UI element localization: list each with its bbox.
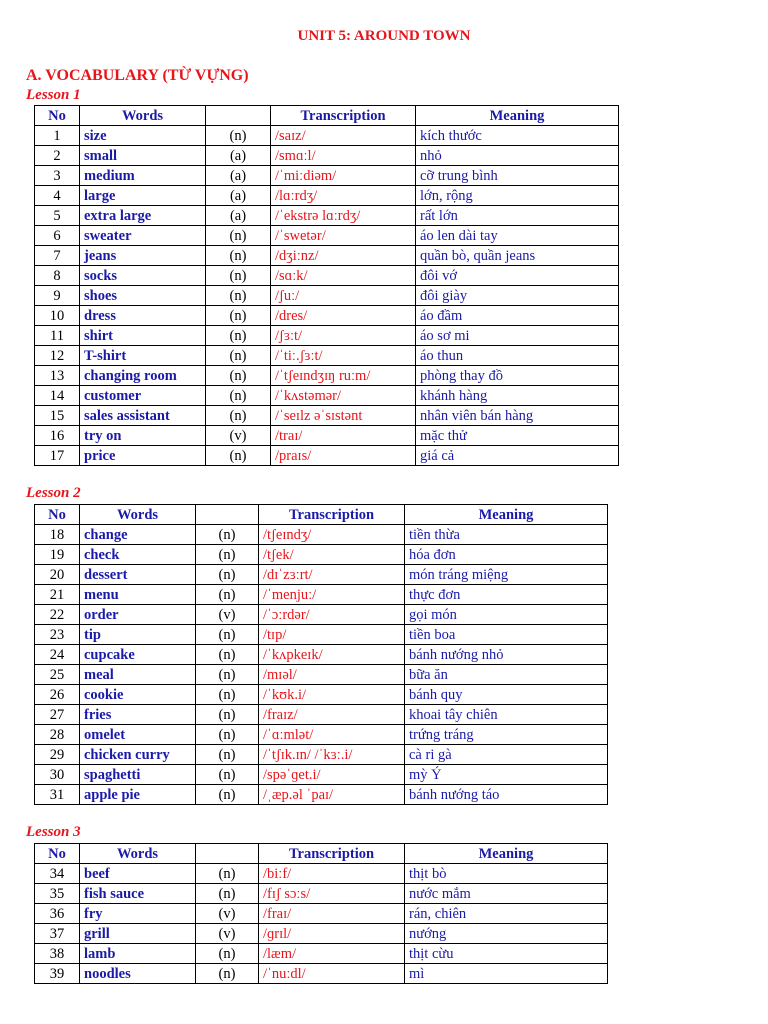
part-of-speech: (n) <box>206 286 271 306</box>
row-number: 11 <box>35 326 80 346</box>
word-cell: noodles <box>80 964 196 984</box>
header-words: Words <box>80 505 196 525</box>
table-row <box>35 545 608 565</box>
word-cell: tip <box>80 625 196 645</box>
meaning-cell: giá cả <box>416 446 619 466</box>
table-row <box>35 864 608 884</box>
row-number: 18 <box>35 525 80 545</box>
table-header-row <box>35 505 608 525</box>
table-row <box>35 904 608 924</box>
part-of-speech: (v) <box>196 924 259 944</box>
word-cell: apple pie <box>80 785 196 805</box>
row-number: 29 <box>35 745 80 765</box>
header-meaning: Meaning <box>405 505 608 525</box>
row-number: 31 <box>35 785 80 805</box>
table-row <box>35 186 619 206</box>
meaning-cell: rất lớn <box>416 206 619 226</box>
transcription-cell: /ʃɜːt/ <box>271 326 416 346</box>
meaning-cell: áo thun <box>416 346 619 366</box>
table-row <box>35 386 619 406</box>
transcription-cell: /tʃeɪndʒ/ <box>259 525 405 545</box>
part-of-speech: (v) <box>206 426 271 446</box>
lesson-1-label: Lesson 1 <box>26 87 81 103</box>
meaning-cell: khánh hàng <box>416 386 619 406</box>
word-cell: size <box>80 126 206 146</box>
row-number: 6 <box>35 226 80 246</box>
transcription-cell: /dʒiːnz/ <box>271 246 416 266</box>
table-header-row <box>35 844 608 864</box>
row-number: 3 <box>35 166 80 186</box>
row-number: 16 <box>35 426 80 446</box>
word-cell: try on <box>80 426 206 446</box>
header-transcription: Transcription <box>259 505 405 525</box>
row-number: 7 <box>35 246 80 266</box>
part-of-speech: (v) <box>196 605 259 625</box>
word-cell: jeans <box>80 246 206 266</box>
meaning-cell: bữa ăn <box>405 665 608 685</box>
transcription-cell: /lɑːrdʒ/ <box>271 186 416 206</box>
word-cell: dress <box>80 306 206 326</box>
meaning-cell: quần bò, quần jeans <box>416 246 619 266</box>
meaning-cell: thịt cừu <box>405 944 608 964</box>
row-number: 23 <box>35 625 80 645</box>
row-number: 27 <box>35 705 80 725</box>
meaning-cell: áo len dài tay <box>416 226 619 246</box>
meaning-cell: mì <box>405 964 608 984</box>
meaning-cell: rán, chiên <box>405 904 608 924</box>
part-of-speech: (n) <box>196 625 259 645</box>
transcription-cell: /tɪp/ <box>259 625 405 645</box>
row-number: 39 <box>35 964 80 984</box>
part-of-speech: (n) <box>196 964 259 984</box>
table-row <box>35 705 608 725</box>
table-row <box>35 964 608 984</box>
table-row <box>35 765 608 785</box>
table-row <box>35 166 619 186</box>
lesson-2-table <box>34 504 608 805</box>
table-row <box>35 725 608 745</box>
transcription-cell: /ˈkʌstəmər/ <box>271 386 416 406</box>
lesson-2-label: Lesson 2 <box>26 485 81 501</box>
part-of-speech: (n) <box>196 944 259 964</box>
table-row <box>35 326 619 346</box>
meaning-cell: tiền boa <box>405 625 608 645</box>
table-row <box>35 266 619 286</box>
word-cell: price <box>80 446 206 466</box>
transcription-cell: /ˈɔːrdər/ <box>259 605 405 625</box>
word-cell: dessert <box>80 565 196 585</box>
table-row <box>35 286 619 306</box>
meaning-cell: nước mắm <box>405 884 608 904</box>
table-row <box>35 446 619 466</box>
transcription-cell: /læm/ <box>259 944 405 964</box>
meaning-cell: cỡ trung bình <box>416 166 619 186</box>
transcription-cell: /ˈekstrə lɑːrdʒ/ <box>271 206 416 226</box>
part-of-speech: (n) <box>206 246 271 266</box>
part-of-speech: (v) <box>196 904 259 924</box>
part-of-speech: (n) <box>196 884 259 904</box>
header-no: No <box>35 505 80 525</box>
table-header-row <box>35 106 619 126</box>
row-number: 20 <box>35 565 80 585</box>
part-of-speech: (n) <box>196 725 259 745</box>
transcription-cell: /ˈseɪlz əˈsɪstənt <box>271 406 416 426</box>
table-row <box>35 585 608 605</box>
transcription-cell: /ˈkʊk.i/ <box>259 685 405 705</box>
transcription-cell: /ɡrɪl/ <box>259 924 405 944</box>
part-of-speech: (n) <box>196 685 259 705</box>
unit-title: UNIT 5: AROUND TOWN <box>297 28 471 44</box>
transcription-cell: /ˈmenjuː/ <box>259 585 405 605</box>
table-row <box>35 665 608 685</box>
header-pos <box>196 844 259 864</box>
word-cell: check <box>80 545 196 565</box>
row-number: 35 <box>35 884 80 904</box>
table-row <box>35 206 619 226</box>
transcription-cell: /saɪz/ <box>271 126 416 146</box>
row-number: 30 <box>35 765 80 785</box>
table-row <box>35 924 608 944</box>
row-number: 5 <box>35 206 80 226</box>
part-of-speech: (n) <box>206 326 271 346</box>
transcription-cell: /ʃuː/ <box>271 286 416 306</box>
transcription-cell: /fraɪ/ <box>259 904 405 924</box>
table-row <box>35 226 619 246</box>
word-cell: socks <box>80 266 206 286</box>
word-cell: medium <box>80 166 206 186</box>
row-number: 13 <box>35 366 80 386</box>
word-cell: chicken curry <box>80 745 196 765</box>
row-number: 15 <box>35 406 80 426</box>
meaning-cell: trứng tráng <box>405 725 608 745</box>
lesson-3-label: Lesson 3 <box>26 824 81 840</box>
meaning-cell: đôi giày <box>416 286 619 306</box>
transcription-cell: /biːf/ <box>259 864 405 884</box>
row-number: 8 <box>35 266 80 286</box>
meaning-cell: nhân viên bán hàng <box>416 406 619 426</box>
transcription-cell: /ˈnuːdl/ <box>259 964 405 984</box>
section-heading: A. VOCABULARY (TỪ VỰNG) <box>26 67 249 84</box>
word-cell: large <box>80 186 206 206</box>
row-number: 28 <box>35 725 80 745</box>
meaning-cell: phòng thay đồ <box>416 366 619 386</box>
transcription-cell: /ˈtʃeɪndʒɪŋ ruːm/ <box>271 366 416 386</box>
word-cell: T-shirt <box>80 346 206 366</box>
part-of-speech: (n) <box>196 565 259 585</box>
transcription-cell: /sɑːk/ <box>271 266 416 286</box>
part-of-speech: (a) <box>206 206 271 226</box>
row-number: 10 <box>35 306 80 326</box>
header-meaning: Meaning <box>405 844 608 864</box>
meaning-cell: gọi món <box>405 605 608 625</box>
transcription-cell: /fraɪz/ <box>259 705 405 725</box>
table-row <box>35 625 608 645</box>
part-of-speech: (n) <box>196 785 259 805</box>
table-row <box>35 306 619 326</box>
table-row <box>35 785 608 805</box>
table-row <box>35 685 608 705</box>
word-cell: lamb <box>80 944 196 964</box>
word-cell: sweater <box>80 226 206 246</box>
part-of-speech: (n) <box>196 765 259 785</box>
table-row <box>35 525 608 545</box>
word-cell: grill <box>80 924 196 944</box>
row-number: 25 <box>35 665 80 685</box>
part-of-speech: (n) <box>196 525 259 545</box>
header-no: No <box>35 844 80 864</box>
transcription-cell: /ˈkʌpkeɪk/ <box>259 645 405 665</box>
word-cell: customer <box>80 386 206 406</box>
row-number: 4 <box>35 186 80 206</box>
row-number: 19 <box>35 545 80 565</box>
word-cell: shoes <box>80 286 206 306</box>
row-number: 1 <box>35 126 80 146</box>
part-of-speech: (n) <box>206 346 271 366</box>
row-number: 26 <box>35 685 80 705</box>
transcription-cell: /tʃek/ <box>259 545 405 565</box>
transcription-cell: /praɪs/ <box>271 446 416 466</box>
transcription-cell: /mɪəl/ <box>259 665 405 685</box>
part-of-speech: (n) <box>196 745 259 765</box>
table-row <box>35 346 619 366</box>
word-cell: changing room <box>80 366 206 386</box>
part-of-speech: (n) <box>196 545 259 565</box>
transcription-cell: /spəˈɡet.i/ <box>259 765 405 785</box>
part-of-speech: (n) <box>206 226 271 246</box>
word-cell: sales assistant <box>80 406 206 426</box>
word-cell: change <box>80 525 196 545</box>
lesson-3-table <box>34 843 608 984</box>
part-of-speech: (n) <box>196 585 259 605</box>
transcription-cell: /ˈmiːdiəm/ <box>271 166 416 186</box>
row-number: 37 <box>35 924 80 944</box>
part-of-speech: (n) <box>206 366 271 386</box>
table-row <box>35 146 619 166</box>
table-row <box>35 745 608 765</box>
row-number: 2 <box>35 146 80 166</box>
row-number: 21 <box>35 585 80 605</box>
row-number: 34 <box>35 864 80 884</box>
part-of-speech: (n) <box>206 266 271 286</box>
word-cell: shirt <box>80 326 206 346</box>
header-no: No <box>35 106 80 126</box>
table-row <box>35 884 608 904</box>
meaning-cell: nướng <box>405 924 608 944</box>
meaning-cell: hóa đơn <box>405 545 608 565</box>
table-row <box>35 944 608 964</box>
word-cell: cookie <box>80 685 196 705</box>
row-number: 9 <box>35 286 80 306</box>
word-cell: spaghetti <box>80 765 196 785</box>
header-words: Words <box>80 106 206 126</box>
row-number: 24 <box>35 645 80 665</box>
part-of-speech: (n) <box>196 645 259 665</box>
header-transcription: Transcription <box>271 106 416 126</box>
header-words: Words <box>80 844 196 864</box>
table-row <box>35 645 608 665</box>
transcription-cell: /dres/ <box>271 306 416 326</box>
transcription-cell: /ˌæp.əl ˈpaɪ/ <box>259 785 405 805</box>
transcription-cell: /ˈswetər/ <box>271 226 416 246</box>
transcription-cell: /smɑːl/ <box>271 146 416 166</box>
word-cell: beef <box>80 864 196 884</box>
word-cell: order <box>80 605 196 625</box>
meaning-cell: cà ri gà <box>405 745 608 765</box>
row-number: 12 <box>35 346 80 366</box>
meaning-cell: mỳ Ý <box>405 765 608 785</box>
part-of-speech: (n) <box>196 665 259 685</box>
meaning-cell: áo đầm <box>416 306 619 326</box>
part-of-speech: (n) <box>206 406 271 426</box>
word-cell: cupcake <box>80 645 196 665</box>
table-row <box>35 426 619 446</box>
meaning-cell: thịt bò <box>405 864 608 884</box>
meaning-cell: kích thước <box>416 126 619 146</box>
header-meaning: Meaning <box>416 106 619 126</box>
meaning-cell: đôi vớ <box>416 266 619 286</box>
meaning-cell: nhỏ <box>416 146 619 166</box>
table-row <box>35 605 608 625</box>
transcription-cell: /dɪˈzɜːrt/ <box>259 565 405 585</box>
transcription-cell: /traɪ/ <box>271 426 416 446</box>
transcription-cell: /ˈtiː.ʃɜːt/ <box>271 346 416 366</box>
part-of-speech: (a) <box>206 186 271 206</box>
part-of-speech: (n) <box>196 705 259 725</box>
transcription-cell: /fɪʃ sɔːs/ <box>259 884 405 904</box>
table-row <box>35 126 619 146</box>
part-of-speech: (n) <box>196 864 259 884</box>
part-of-speech: (n) <box>206 386 271 406</box>
header-pos <box>196 505 259 525</box>
word-cell: fish sauce <box>80 884 196 904</box>
word-cell: meal <box>80 665 196 685</box>
meaning-cell: khoai tây chiên <box>405 705 608 725</box>
part-of-speech: (a) <box>206 146 271 166</box>
meaning-cell: tiền thừa <box>405 525 608 545</box>
part-of-speech: (n) <box>206 126 271 146</box>
row-number: 14 <box>35 386 80 406</box>
part-of-speech: (n) <box>206 306 271 326</box>
meaning-cell: món tráng miệng <box>405 565 608 585</box>
meaning-cell: mặc thử <box>416 426 619 446</box>
word-cell: fry <box>80 904 196 924</box>
part-of-speech: (n) <box>206 446 271 466</box>
word-cell: fries <box>80 705 196 725</box>
transcription-cell: /ˈtʃɪk.ɪn/ /ˈkɜː.i/ <box>259 745 405 765</box>
meaning-cell: bánh nướng táo <box>405 785 608 805</box>
word-cell: omelet <box>80 725 196 745</box>
row-number: 17 <box>35 446 80 466</box>
row-number: 36 <box>35 904 80 924</box>
meaning-cell: lớn, rộng <box>416 186 619 206</box>
header-transcription: Transcription <box>259 844 405 864</box>
word-cell: extra large <box>80 206 206 226</box>
meaning-cell: áo sơ mi <box>416 326 619 346</box>
table-row <box>35 246 619 266</box>
word-cell: menu <box>80 585 196 605</box>
word-cell: small <box>80 146 206 166</box>
meaning-cell: bánh nướng nhỏ <box>405 645 608 665</box>
meaning-cell: thực đơn <box>405 585 608 605</box>
meaning-cell: bánh quy <box>405 685 608 705</box>
part-of-speech: (a) <box>206 166 271 186</box>
transcription-cell: /ˈɑːmlət/ <box>259 725 405 745</box>
row-number: 22 <box>35 605 80 625</box>
header-pos <box>206 106 271 126</box>
row-number: 38 <box>35 944 80 964</box>
lesson-1-table <box>34 105 619 466</box>
table-row <box>35 366 619 386</box>
table-row <box>35 565 608 585</box>
table-row <box>35 406 619 426</box>
